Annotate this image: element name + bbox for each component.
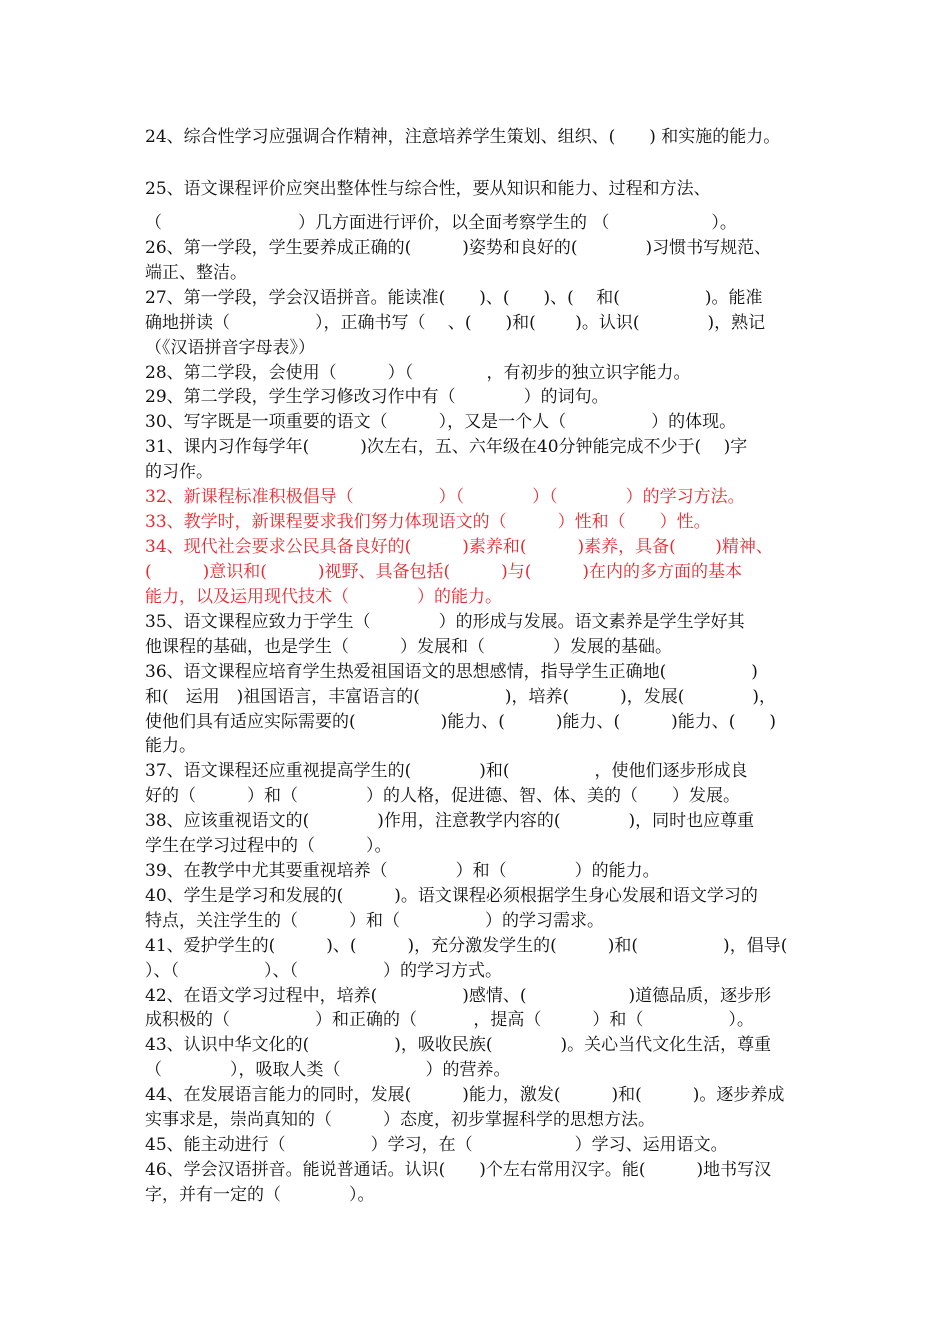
question-33-line-1: 33、教学时，新课程要求我们努力体现语文的（ ）性和（ ）性。 [145,512,711,532]
question-41-line-2: ）、（ ）、（ ）的学习方式。 [145,961,502,981]
question-36-line-2: 和( 运用 )祖国语言，丰富语言的( )，培养( )，发展( )， [145,687,777,707]
question-32-line-1: 32、新课程标准积极倡导（ ）（ ）（ ）的学习方法。 [145,487,745,507]
question-38-line-2: 学生在学习过程中的（ ）。 [145,836,392,856]
question-37-line-2: 好的（ ）和（ ）的人格，促进德、智、体、美的（ ）发展。 [145,786,740,806]
question-36-line-4: 能力。 [145,736,196,756]
question-42-line-1: 42、在语文学习过程中，培养( )感情、( )道德品质，逐步形 [145,986,772,1006]
question-26-line-1: 26、第一学段，学生要养成正确的( )姿势和良好的( )习惯书写规范、 [145,238,772,258]
question-46-line-2: 字，并有一定的（ ）。 [145,1185,375,1205]
question-39-line-1: 39、在教学中尤其要重视培养（ ）和（ ）的能力。 [145,861,660,881]
question-30-line-1: 30、写字既是一项重要的语文（ ），又是一个人（ ）的体现。 [145,412,737,432]
question-25-line-1: 25、语文课程评价应突出整体性与综合性，要从知识和能力、过程和方法、 [145,179,711,199]
question-38-line-1: 38、应该重视语文的( )作用，注意教学内容的( )，同时也应尊重 [145,811,755,831]
question-43-line-1: 43、认识中华文化的( )，吸收民族( )。关心当代文化生活，尊重 [145,1035,772,1055]
question-27-line-2: 确地拼读（ ），正确书写（ 、( )和( )。认识( )，熟记 [145,313,766,333]
question-25-line-2: （ ）几方面进行评价，以全面考察学生的 （ ）。 [145,213,737,233]
question-26-line-2: 端正、整洁。 [145,263,247,283]
question-46-line-1: 46、学会汉语拼音。能说普通话。认识( )个左右常用汉字。能( )地书写汉 [145,1160,772,1180]
question-36-line-1: 36、语文课程应培育学生热爱祖国语文的思想感情，指导学生正确地( ) [145,662,758,682]
question-42-line-2: 成积极的（ ）和正确的（ ，提高（ ）和（ ）。 [145,1010,754,1030]
question-36-line-3: 使他们具有适应实际需要的( )能力、( )能力、( )能力、( ) [145,712,777,732]
question-27-line-3: （《汉语拼音字母表》） [145,338,315,358]
question-34-line-1: 34、现代社会要求公民具备良好的( )素养和( )素养，具备( )精神、 [145,537,773,557]
question-41-line-1: 41、爱护学生的( )、( )，充分激发学生的( )和( )，倡导( [145,936,788,956]
question-44-line-2: 实事求是，崇尚真知的（ ）态度，初步掌握科学的思想方法。 [145,1110,655,1130]
question-40-line-2: 特点，关注学生的（ ）和（ ）的学习需求。 [145,911,604,931]
question-31-line-2: 的习作。 [145,462,213,482]
question-27-line-1: 27、第一学段，学会汉语拼音。能读准( )、( )、( 和( )。能准 [145,288,763,308]
question-35-line-2: 他课程的基础，也是学生（ ）发展和（ ）发展的基础。 [145,637,672,657]
question-29-line-1: 29、第二学段，学生学习修改习作中有（ ）的词句。 [145,387,609,407]
question-28-line-1: 28、第二学段，会使用（ ）（ ，有初步的独立识字能力。 [145,363,691,383]
question-40-line-1: 40、学生是学习和发展的( )。语文课程必须根据学生身心发展和语文学习的 [145,886,758,906]
question-34-line-2: ( )意识和( )视野、具备包括( )与( )在内的多方面的基本 [145,562,743,582]
question-24-line-1: 24、综合性学习应强调合作精神，注意培养学生策划、组织、( ) 和实施的能力。 [145,127,781,147]
question-37-line-1: 37、语文课程还应重视提高学生的( )和( ，使他们逐步形成良 [145,761,748,781]
question-35-line-1: 35、语文课程应致力于学生（ ）的形成与发展。语文素养是学生学好其 [145,612,745,632]
question-44-line-1: 44、在发展语言能力的同时，发展( )能力，激发( )和( )。逐步养成 [145,1085,785,1105]
question-31-line-1: 31、课内习作每学年( )次左右，五、六年级在40分钟能完成不少于( )字 [145,437,748,457]
question-34-line-3: 能力，以及运用现代技术（ ）的能力。 [145,587,502,607]
question-43-line-2: （ ），吸取人类（ ）的营养。 [145,1060,511,1080]
question-45-line-1: 45、能主动进行（ ）学习，在（ ）学习、运用语文。 [145,1135,728,1155]
